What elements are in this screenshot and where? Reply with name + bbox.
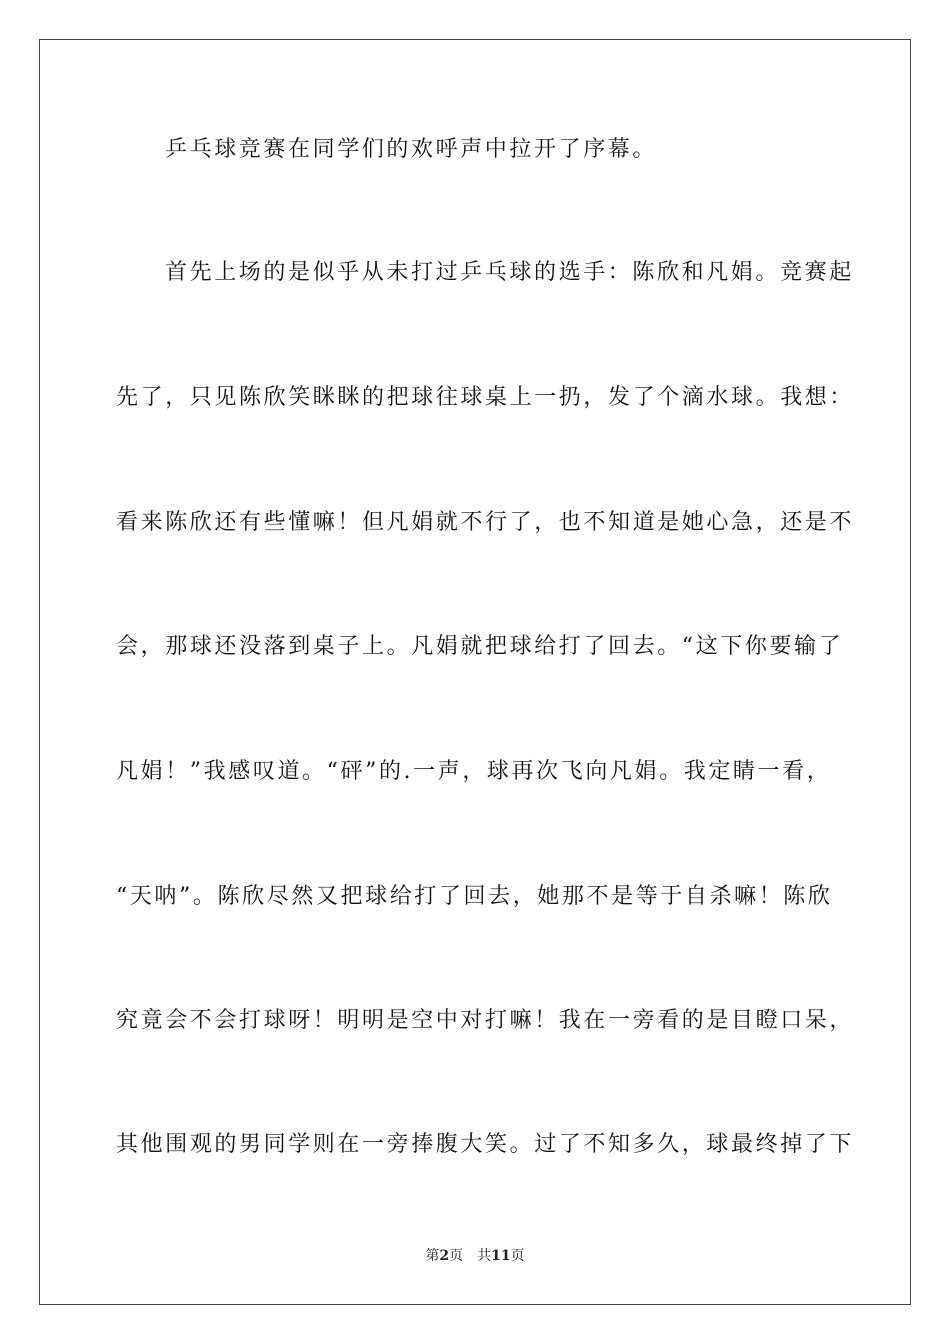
text-line-4: 看来陈欣还有些懂嘛！但凡娟就不行了，也不知道是她心急，还是不 (116, 510, 855, 535)
page-footer (0, 1247, 950, 1265)
page-frame (39, 39, 911, 1305)
total-pages: 11 (491, 1248, 511, 1264)
text-line-2: 首先上场的是似乎从未打过乒乓球的选手：陈欣和凡娟。竞赛起 (165, 260, 854, 285)
text-line-6: 凡娟！”我感叹道。“砰”的.一声，球再次飞向凡娟。我定睛一看， (116, 759, 832, 784)
total-suffix: 页 (510, 1248, 525, 1264)
page-suffix: 页 (449, 1248, 464, 1264)
text-line-9: 其他围观的男同学则在一旁捧腹大笑。过了不知多久，球最终掉了下 (116, 1132, 855, 1157)
text-line-3: 先了，只见陈欣笑眯眯的把球往球桌上一扔，发了个滴水球。我想： (116, 385, 855, 410)
page-number: 2 (439, 1248, 450, 1264)
text-line-1: 乒乓球竞赛在同学们的欢呼声中拉开了序幕。 (165, 137, 658, 162)
page-prefix: 第 (425, 1248, 440, 1264)
text-line-7: “天呐”。陈欣尽然又把球给打了回去，她那不是等于自杀嘛！陈欣 (116, 884, 833, 909)
total-prefix: 共 (477, 1248, 492, 1264)
text-line-8: 究竟会不会打球呀！明明是空中对打嘛！我在一旁看的是目瞪口呆， (116, 1008, 855, 1033)
text-line-5: 会，那球还没落到桌子上。凡娟就把球给打了回去。“这下你要输了 (116, 634, 844, 659)
